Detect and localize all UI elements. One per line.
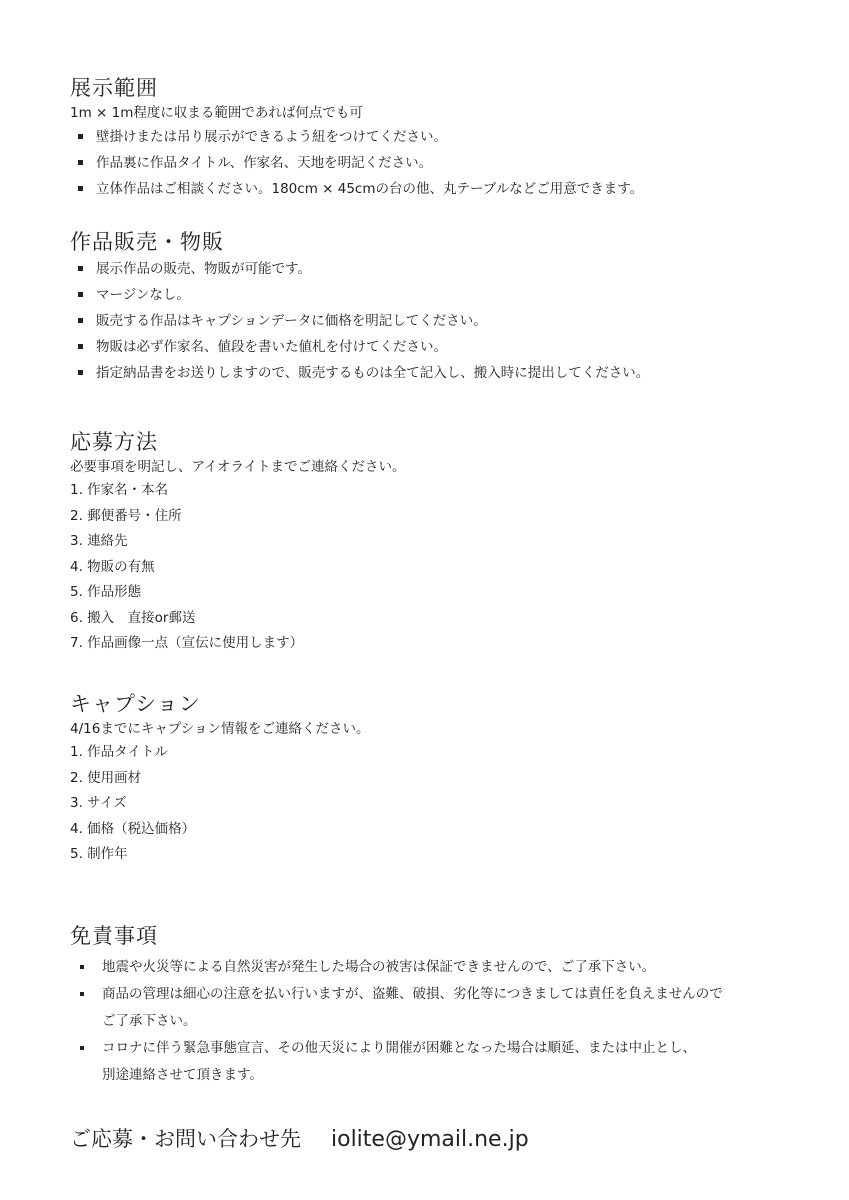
square-bullet-icon (78, 160, 83, 165)
exhibit-section (70, 74, 809, 202)
sales-list (70, 256, 809, 386)
caption-section (70, 690, 809, 868)
list-item: 7. 作品画像一点（宣伝に使用します） (70, 635, 304, 651)
list-item: 3. サイズ (70, 795, 127, 811)
list-item: 2. 使用画材 (70, 769, 142, 786)
list-item: 販売する作品はキャプションデータに価格を明記してください。 (70, 308, 809, 334)
caption-heading: キャプション (70, 692, 201, 716)
list-item: 作品裏に作品タイトル、作家名、天地を明記ください。 (70, 150, 809, 176)
caption-list (70, 740, 809, 868)
apply-intro: 必要事項を明記し、アイオライトまでご連絡ください。 (70, 459, 406, 475)
list-item: 1. 作家名・本名 (70, 482, 169, 498)
list-item: 商品の管理は細心の注意を払い行いますが、盗難、破損、劣化等につきましては責任を負えませんので (70, 981, 809, 1008)
disclaimer-section (70, 922, 809, 1089)
list-item: 3. 連絡先 (70, 533, 128, 549)
list-item-continuation: 別途連絡させて頂きます。 (102, 1067, 263, 1083)
apply-heading: 応募方法 (70, 430, 158, 454)
square-bullet-icon (80, 1046, 84, 1050)
list-item: 立体作品はご相談ください。180cm × 45cmの台の他、丸テーブルなどご用意できます。 (70, 176, 809, 202)
list-item: 6. 搬入 直接or郵送 (70, 609, 196, 626)
list-item: 指定納品書をお送りしますので、販売するものは全て記入し、搬入時に提出してください。 (70, 360, 809, 386)
contact-email: iolite@ymail.ne.jp (331, 1127, 529, 1152)
square-bullet-icon (78, 370, 83, 375)
disclaimer-heading: 免責事項 (70, 924, 158, 948)
square-bullet-icon (78, 292, 83, 297)
list-item: 5. 作品形態 (70, 584, 142, 600)
sales-section (70, 228, 809, 386)
list-item: マージンなし。 (70, 282, 809, 308)
contact-label: ご応募・お問い合わせ先 (70, 1127, 301, 1151)
list-item: 展示作品の販売、物販が可能です。 (70, 256, 809, 282)
exhibit-list (70, 124, 809, 202)
disclaimer-list (70, 954, 809, 1089)
square-bullet-icon (78, 186, 83, 191)
apply-section (70, 428, 809, 657)
list-item-continuation: ご了承下さい。 (102, 1013, 197, 1029)
exhibit-intro: 1m × 1m程度に収まる範囲であれば何点でも可 (70, 105, 363, 121)
caption-intro: 4/16までにキャプション情報をご連絡ください。 (70, 721, 370, 737)
list-item: 物販は必ず作家名、値段を書いた値札を付けてください。 (70, 334, 809, 360)
square-bullet-icon (78, 266, 83, 271)
sales-heading: 作品販売・物販 (70, 230, 224, 254)
square-bullet-icon (80, 992, 84, 996)
square-bullet-icon (78, 318, 83, 323)
square-bullet-icon (80, 965, 84, 969)
square-bullet-icon (78, 134, 83, 139)
list-item: 4. 物販の有無 (70, 558, 155, 575)
exhibit-heading: 展示範囲 (70, 76, 158, 100)
list-item: 2. 郵便番号・住所 (70, 507, 182, 524)
apply-list (70, 478, 809, 657)
list-item: 地震や火災等による自然災害が発生した場合の被害は保証できませんので、ご了承下さい。 (70, 954, 809, 981)
list-item: 壁掛けまたは吊り展示ができるよう紐をつけてください。 (70, 124, 809, 150)
list-item: 4. 価格（税込価格） (70, 820, 196, 837)
list-item: コロナに伴う緊急事態宣言、その他天災により開催が困難となった場合は順延、または中止とし、 (70, 1035, 809, 1062)
contact-footer (70, 1124, 529, 1155)
list-item: 5. 制作年 (70, 846, 128, 862)
square-bullet-icon (78, 344, 83, 349)
list-item: 1. 作品タイトル (70, 744, 168, 760)
